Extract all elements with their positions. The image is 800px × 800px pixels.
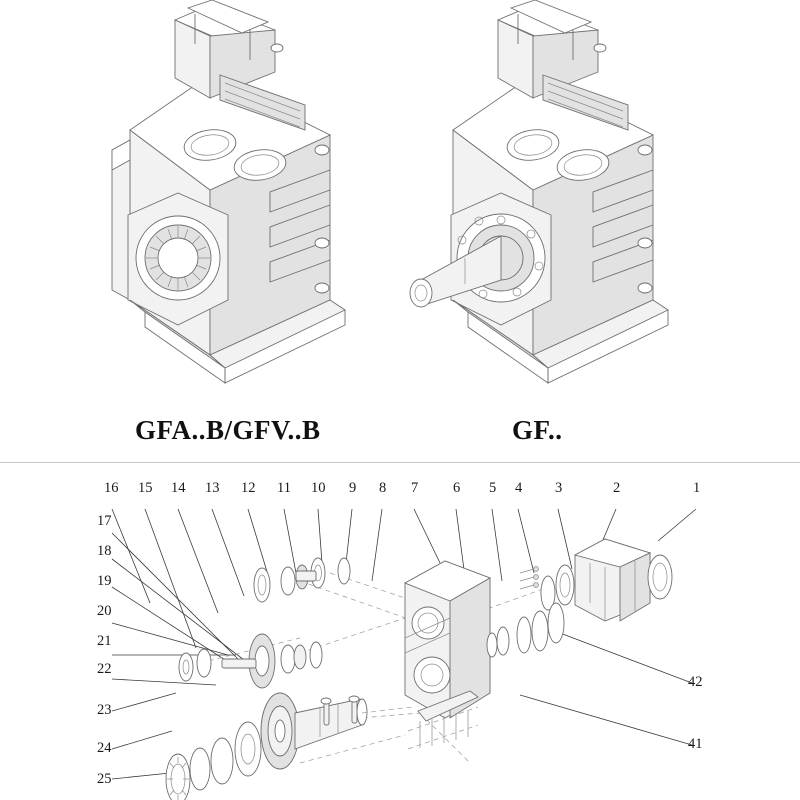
- caption-gf: GF..: [512, 415, 563, 445]
- callout-18: 18: [97, 543, 112, 559]
- callout-19: 19: [97, 573, 112, 589]
- callout-25: 25: [97, 771, 112, 787]
- callout-1: 1: [693, 480, 701, 496]
- callout-7: 7: [411, 480, 419, 496]
- callout-21: 21: [97, 633, 112, 649]
- caption-gfa-b-gfv-b: GFA..B/GFV..B: [135, 415, 321, 445]
- exploded-view-section: [0, 463, 800, 800]
- callout-13: 13: [205, 480, 220, 496]
- callout-17: 17: [97, 513, 112, 529]
- callout-10: 10: [311, 480, 326, 496]
- callout-42: 42: [688, 674, 703, 690]
- gearbox-right-drawing: [405, 0, 715, 400]
- callout-2: 2: [613, 480, 621, 496]
- callout-24: 24: [97, 740, 112, 756]
- callout-22: 22: [97, 661, 112, 677]
- exploded-parts-svg: [0, 463, 800, 800]
- callout-12: 12: [241, 480, 256, 496]
- callout-14: 14: [171, 480, 186, 496]
- callout-8: 8: [379, 480, 387, 496]
- callout-4: 4: [515, 480, 523, 496]
- callout-16: 16: [104, 480, 119, 496]
- callout-6: 6: [453, 480, 461, 496]
- gearbox-right-svg: [405, 0, 715, 400]
- gearbox-left-svg: [100, 0, 400, 400]
- callout-3: 3: [555, 480, 563, 496]
- callout-5: 5: [489, 480, 497, 496]
- callout-9: 9: [349, 480, 357, 496]
- callout-20: 20: [97, 603, 112, 619]
- gearbox-left-drawing: [100, 0, 400, 400]
- callout-41: 41: [688, 736, 703, 752]
- callout-11: 11: [277, 480, 291, 496]
- callout-15: 15: [138, 480, 153, 496]
- callout-23: 23: [97, 702, 112, 718]
